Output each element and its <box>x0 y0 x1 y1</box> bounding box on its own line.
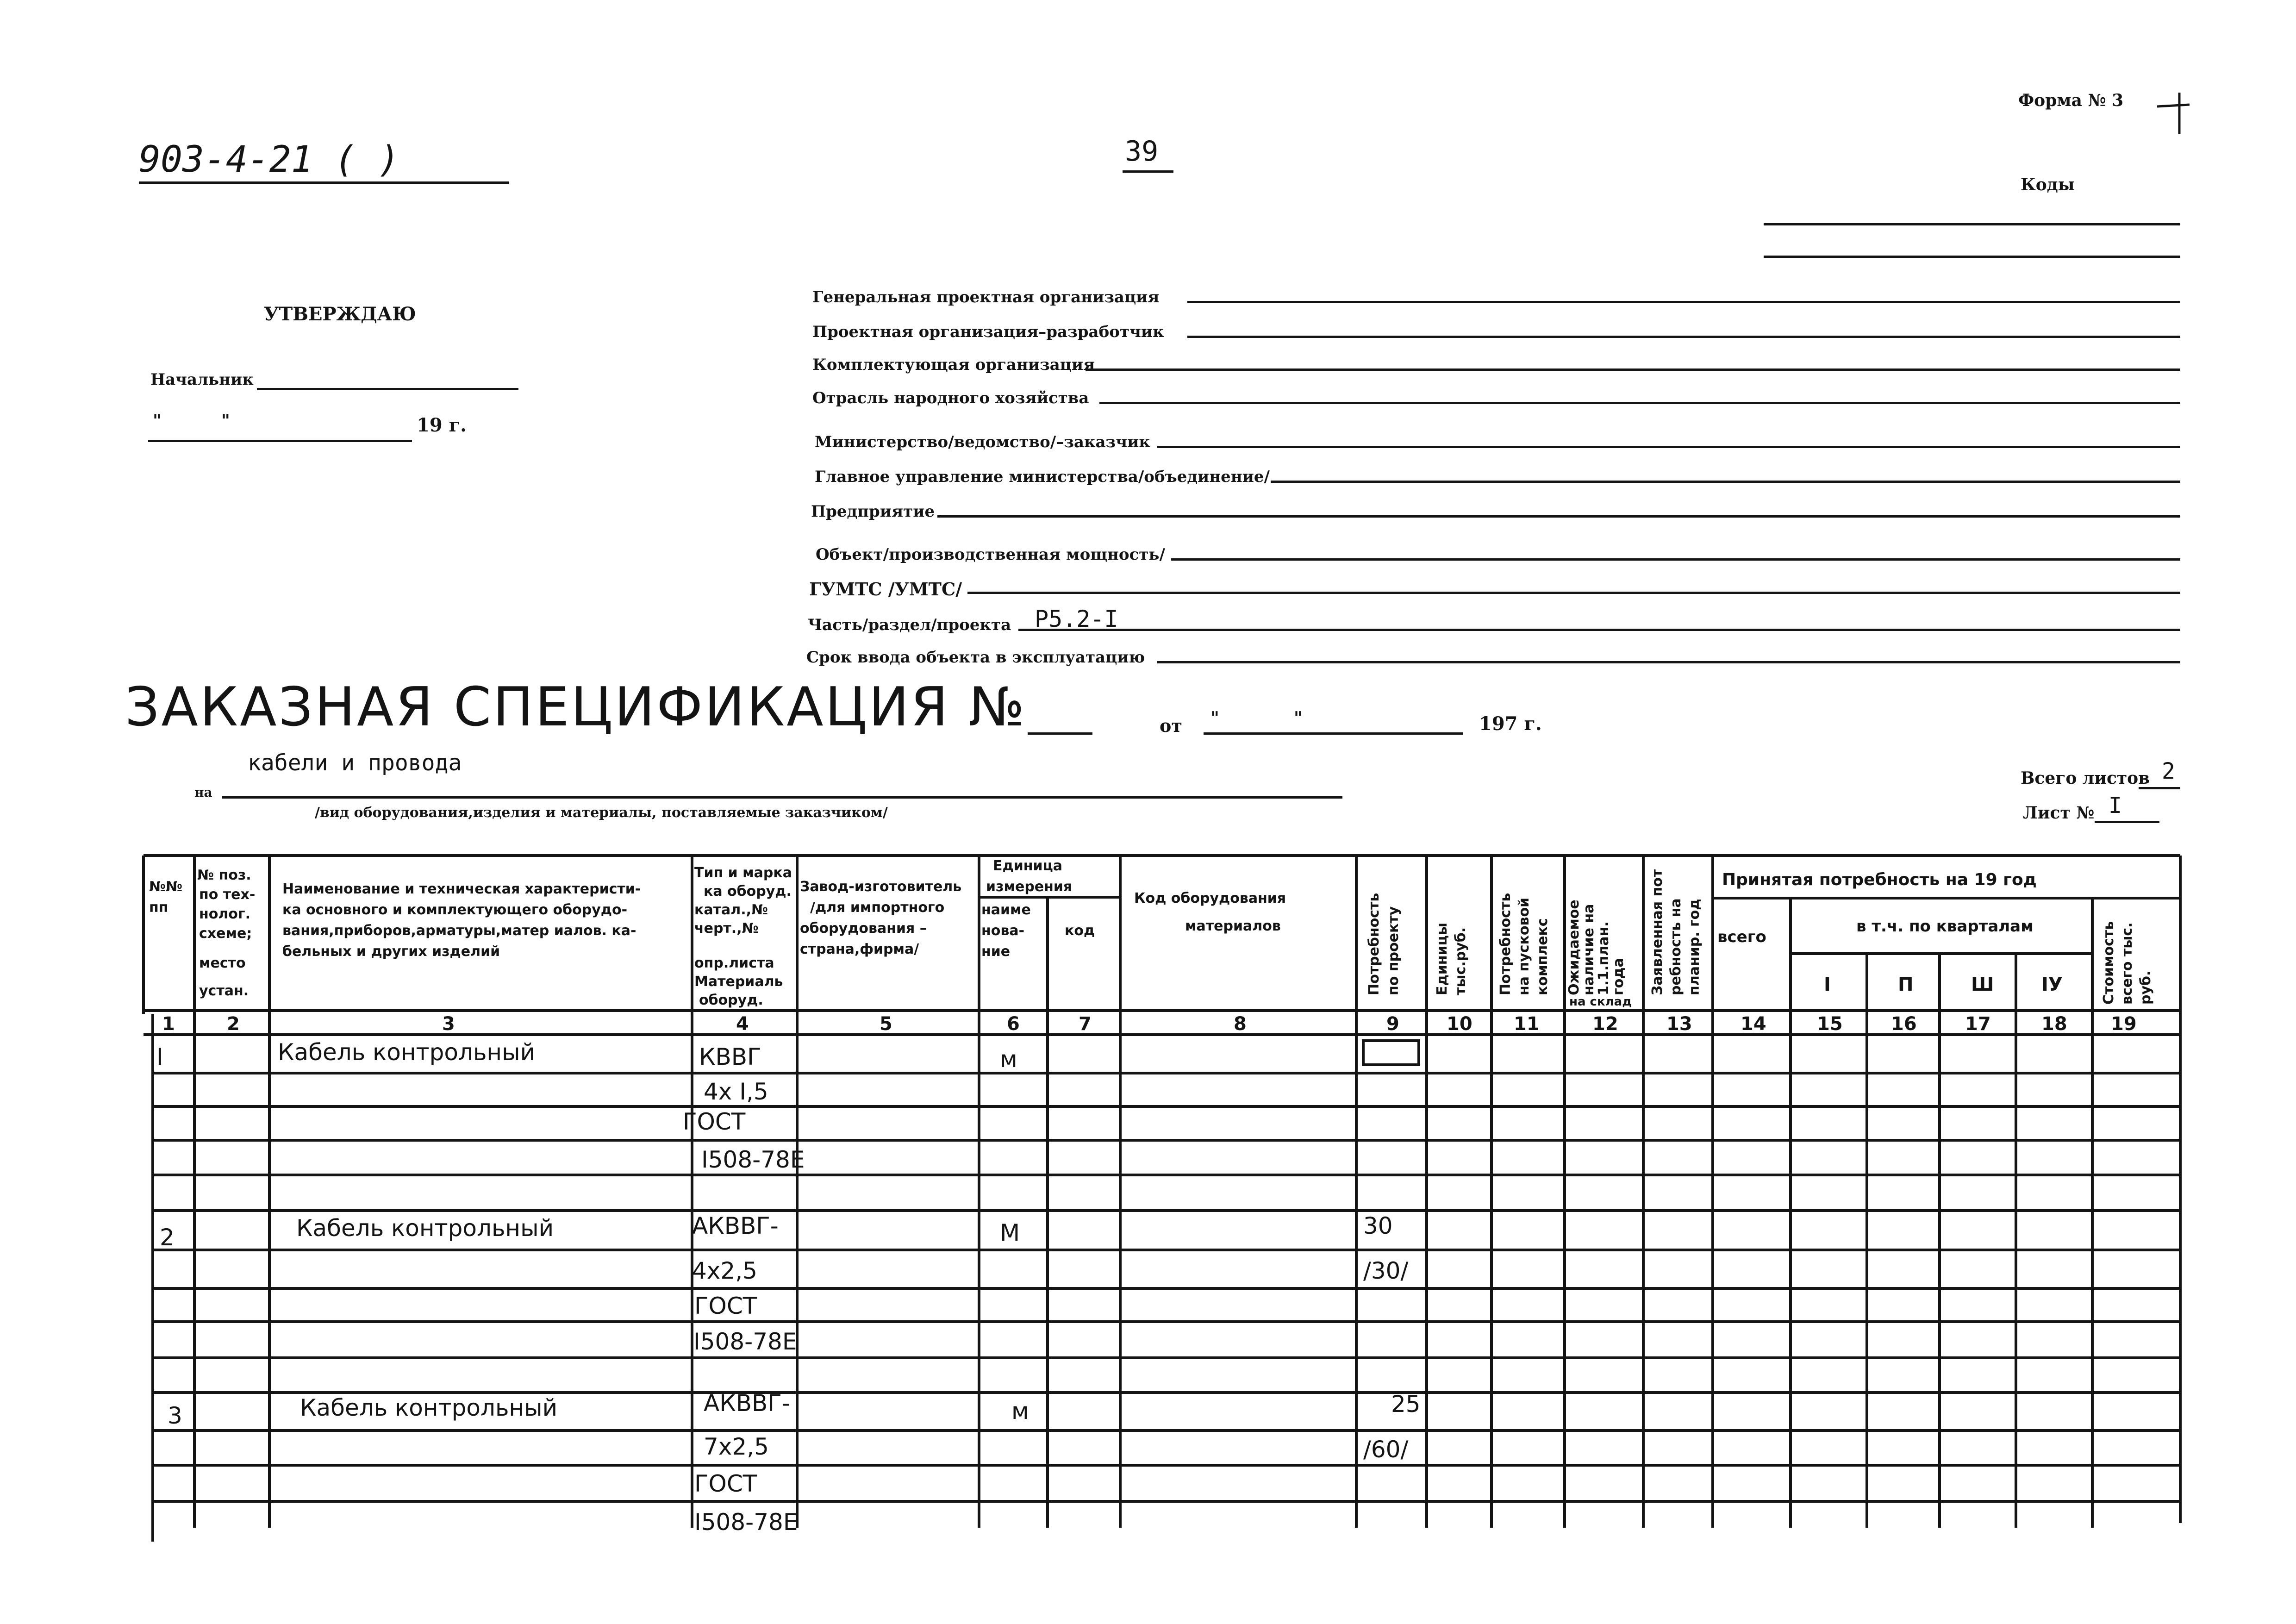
approval-date-quote-2: " <box>221 411 230 431</box>
header-c12-line2: наличие на <box>1581 904 1597 995</box>
cell-type: ГОСТ <box>683 1108 746 1135</box>
header-c12-line1: Ожидаемое <box>1566 899 1582 995</box>
header-c3-line2: ка основного и комплектующего оборудо- <box>282 902 628 918</box>
header-c4-line2: ка оборуд. <box>704 883 792 899</box>
form-label: Форма № 3 <box>2018 91 2124 110</box>
codes-label: Коды <box>2021 175 2075 194</box>
header-c6-line3: ние <box>981 943 1011 960</box>
cell-type: ГОСТ <box>694 1293 757 1319</box>
header-c2-line1: № поз. <box>197 867 251 883</box>
total-sheets-value: 2 <box>2162 758 2175 784</box>
title-from-label: от <box>1160 715 1182 736</box>
approve-label: УТВЕРЖДАЮ <box>264 303 416 325</box>
field-label-industry: Отрасль народного хозяйства <box>812 389 1089 407</box>
header-c19-line3: руб. <box>2138 970 2154 1005</box>
header-c19-line1: Стоимость <box>2101 921 2117 1005</box>
chief-label: Начальник <box>150 370 254 389</box>
header-c4-line5: опр.листа <box>694 955 774 971</box>
cell-unit: М <box>1000 1219 1020 1246</box>
header-quarters-group: в т.ч. по кварталам <box>1856 917 2034 936</box>
header-c12-line3: 1.1.план. <box>1596 921 1612 995</box>
field-label-supply-org: Комплектующая организация <box>812 356 1095 374</box>
subject-caption: /вид оборудования,изделия и материалы, поставляемые заказчиком/ <box>315 805 888 821</box>
header-c4-line7: оборуд. <box>699 992 763 1008</box>
header-c13-line1: Заявленная пот <box>1649 869 1666 995</box>
header-c4-line4: черт.,№ <box>694 920 759 937</box>
header-c8-line1: Код оборудования <box>1134 890 1286 906</box>
header-c13-line3: планир. год <box>1686 899 1703 995</box>
field-label-ministry: Министерство/ведомство/–заказчик <box>815 433 1150 451</box>
header-c7: код <box>1065 923 1095 939</box>
page-number: 39 <box>1125 135 1159 168</box>
column-number: 3 <box>442 1013 455 1035</box>
column-number: 17 <box>1965 1013 1991 1035</box>
column-number: 7 <box>1079 1013 1092 1035</box>
header-c11-line3: комплекс <box>1535 918 1551 995</box>
header-c5-line3: оборудования – <box>800 920 927 937</box>
cell-type: I508-78Е <box>701 1146 805 1173</box>
field-label-design-org: Проектная организация–разработчик <box>812 323 1164 341</box>
field-label-object: Объект/производственная мощность/ <box>816 545 1165 564</box>
field-label-commissioning: Срок ввода объекта в эксплуатацию <box>806 648 1145 667</box>
header-c5-line1: Завод-изготовитель <box>800 879 962 895</box>
header-c4-line3: катал.,№ <box>694 902 768 918</box>
column-number: 8 <box>1234 1013 1247 1035</box>
sheet-number-label: Лист № <box>2023 803 2095 823</box>
header-c1-line1: №№ <box>149 879 183 895</box>
header-c8-line2: материалов <box>1185 918 1281 934</box>
cell-type: I508-78Е <box>693 1328 797 1355</box>
cell-type: КВВГ <box>699 1043 761 1070</box>
cell-qty: 30 <box>1363 1212 1393 1239</box>
sheet-number-value: I <box>2109 793 2122 818</box>
column-number: 10 <box>1447 1013 1472 1035</box>
header-q4: IУ <box>2041 974 2063 995</box>
header-c19-line2: всего тыс. <box>2119 922 2135 1005</box>
header-q1: I <box>1824 974 1831 995</box>
column-number: 4 <box>736 1013 749 1035</box>
header-c10-line1: Единицы <box>1434 923 1450 995</box>
column-number: 1 <box>162 1013 175 1035</box>
header-c6-line1: наиме <box>981 902 1031 918</box>
cell-unit: м <box>1011 1398 1029 1424</box>
header-c9-line2: по проекту <box>1385 906 1402 995</box>
cell-type: 7х2,5 <box>704 1433 769 1460</box>
field-label-general-org: Генеральная проектная организация <box>812 288 1160 306</box>
field-label-project-part: Часть/раздел/проекта <box>808 616 1011 634</box>
column-number: 11 <box>1514 1013 1540 1035</box>
header-c2-line2: по тех- <box>199 887 256 903</box>
header-c1-line2: пп <box>149 899 168 916</box>
header-q3: Ш <box>1971 974 1994 995</box>
column-number: 19 <box>2111 1013 2137 1035</box>
column-number: 9 <box>1386 1013 1399 1035</box>
title-date-quote-1: " <box>1210 708 1219 728</box>
header-c3-line4: бельных и других изделий <box>282 943 500 960</box>
column-number: 13 <box>1666 1013 1692 1035</box>
column-number: 5 <box>880 1013 892 1035</box>
total-sheets-label: Всего листов <box>2021 768 2150 788</box>
title-date-quote-2: " <box>1294 708 1303 728</box>
header-c4-line6: Материаль <box>694 974 783 990</box>
field-label-main-department: Главное управление министерства/объединение/ <box>815 468 1270 486</box>
header-c3-line1: Наименование и техническая характеристи- <box>282 881 641 897</box>
header-c4-line1: Тип и марка <box>694 865 792 881</box>
subject-on-label: на <box>194 785 212 800</box>
header-c9-line1: Потребность <box>1366 893 1382 995</box>
approval-year: 19 г. <box>417 414 467 436</box>
title-year: 197 г. <box>1479 713 1542 735</box>
cell-qty: 25 <box>1391 1391 1421 1418</box>
column-number: 12 <box>1592 1013 1618 1035</box>
header-c2-line4: схеме; <box>199 925 252 942</box>
cell-type: 4х I,5 <box>704 1078 768 1105</box>
header-c11-line2: на пусковой <box>1516 897 1532 995</box>
column-number: 18 <box>2041 1013 2067 1035</box>
column-number: 15 <box>1817 1013 1843 1035</box>
column-number: 14 <box>1741 1013 1766 1035</box>
column-number: 6 <box>1007 1013 1020 1035</box>
cell-type: 4х2,5 <box>692 1257 757 1284</box>
field-label-enterprise: Предприятие <box>811 502 935 521</box>
cell-pos: 2 <box>160 1224 175 1251</box>
header-c12-line5: на склад <box>1569 995 1632 1009</box>
column-number: 2 <box>227 1013 240 1035</box>
column-number: 16 <box>1891 1013 1917 1035</box>
header-c10-line2: тыс.руб. <box>1453 927 1469 995</box>
cell-name: Кабель контрольный <box>300 1394 558 1421</box>
header-c2-line6: устан. <box>199 983 249 999</box>
header-q2: П <box>1898 974 1914 995</box>
cell-name: Кабель контрольный <box>296 1215 554 1242</box>
cell-name: Кабель контрольный <box>278 1039 536 1066</box>
cell-qty: /60/ <box>1363 1436 1409 1463</box>
header-c2-line3: нолог. <box>199 906 250 922</box>
subject-value: кабели и провода <box>248 750 462 776</box>
field-value-project-part: Р5.2-I <box>1035 606 1118 632</box>
page-title: ЗАКАЗНАЯ СПЕЦИФИКАЦИЯ № <box>125 676 1027 738</box>
header-c5-line4: страна,фирма/ <box>800 941 919 957</box>
cell-pos: 3 <box>168 1402 182 1429</box>
header-c14: всего <box>1717 928 1766 946</box>
header-c6-line2: нова- <box>981 923 1025 939</box>
approval-date-quote-1: " <box>153 411 162 431</box>
header-unit-line1: Единица <box>993 858 1062 874</box>
cell-type: ГОСТ <box>694 1470 757 1497</box>
header-c3-line3: вания,приборов,арматуры,матер иалов. ка- <box>282 923 636 939</box>
header-c13-line2: ребность на <box>1668 898 1684 995</box>
header-c11-line1: Потребность <box>1497 893 1514 995</box>
cell-pos: I <box>156 1043 163 1070</box>
cell-type: АКВВГ- <box>704 1390 790 1417</box>
cell-unit: м <box>1000 1046 1017 1073</box>
header-c2-line5: место <box>199 955 246 971</box>
field-label-gumts: ГУМТС /УМТС/ <box>809 579 962 600</box>
header-c12-line4: года <box>1610 958 1627 995</box>
header-accepted-group: Принятая потребность на 19 год <box>1722 870 2037 889</box>
cell-type: АКВВГ- <box>692 1212 779 1239</box>
cell-qty: /30/ <box>1363 1257 1409 1284</box>
document-number: 903-4-21 ( ) <box>139 139 400 181</box>
cell-type: I508-78Е <box>694 1509 798 1536</box>
header-unit-line2: измерения <box>986 879 1073 895</box>
header-c5-line2: /для импортного <box>810 899 945 916</box>
